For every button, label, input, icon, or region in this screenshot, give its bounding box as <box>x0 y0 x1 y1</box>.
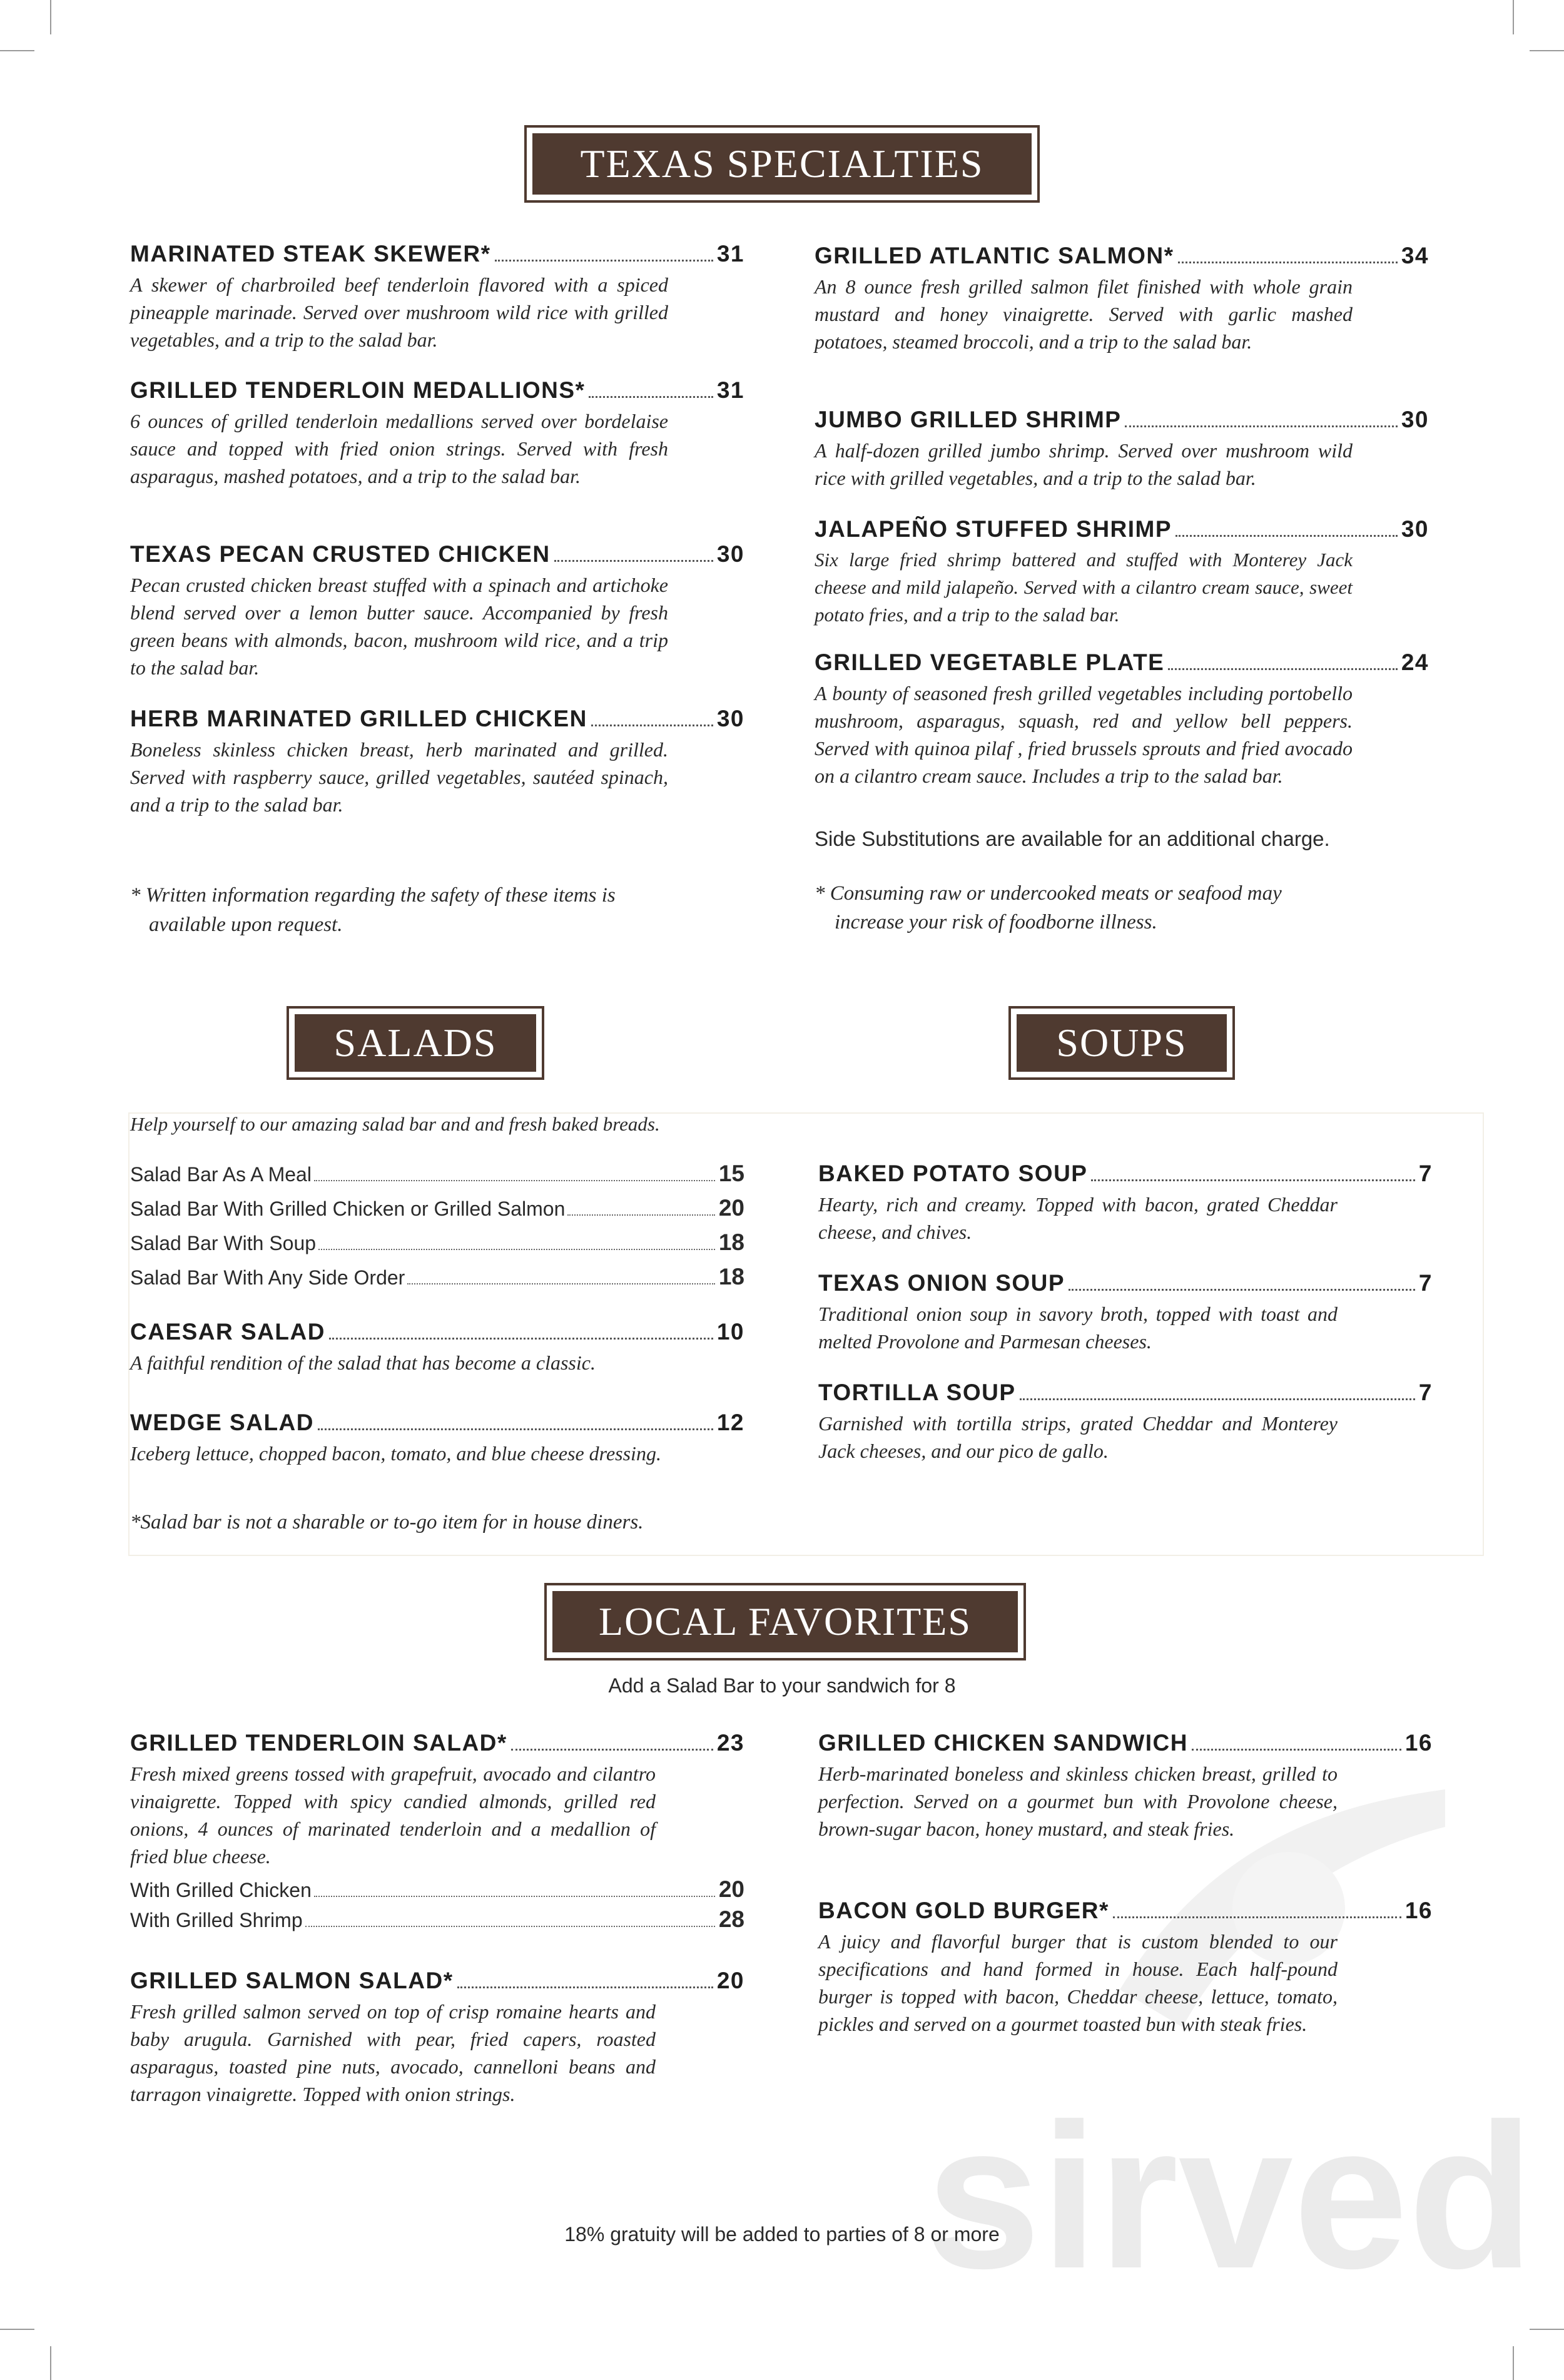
menu-item <box>130 1968 744 2108</box>
item-description: Iceberg lettuce, chopped bacon, tomato, and blue cheese dressing. <box>130 1442 661 1465</box>
salads-title: SALADS <box>295 1014 536 1072</box>
addon-name: With Grilled Shrimp <box>130 1909 303 1931</box>
item-price: 24 <box>1401 649 1429 675</box>
item-price: 30 <box>716 706 744 731</box>
option-name: Salad Bar With Soup <box>130 1232 317 1254</box>
addon-price: 20 <box>718 1876 744 1902</box>
crop-mark <box>1513 2346 1514 2380</box>
item-description: Fresh grilled salmon served on top of crisp romaine hearts and baby arugula. Garnished with pear, fried capers, roasted asparagus, toasted pine nuts, avocado, cannelloni beans and tarragon vinaigrette. Topped with onion strings. <box>130 2000 656 2105</box>
item-name: BAKED POTATO SOUP <box>818 1161 1088 1186</box>
item-name: JUMBO GRILLED SHRIMP <box>815 407 1122 432</box>
item-description: Garnished with tortilla strips, grated Cheddar and Monterey Jack cheeses, and our pico de gallo. <box>818 1412 1338 1462</box>
item-name: CAESAR SALAD <box>130 1319 325 1345</box>
item-name: TEXAS PECAN CRUSTED CHICKEN <box>130 541 551 567</box>
option-name: Salad Bar As A Meal <box>130 1163 312 1186</box>
menu-item <box>130 706 744 818</box>
texas-specialties-title: TEXAS SPECIALTIES <box>532 133 1032 195</box>
salad-bar-addon-note: Add a Salad Bar to your sandwich for 8 <box>608 1674 956 1697</box>
item-description: A juicy and flavorful burger that is custom blended to our specifications and hand formed in house. Each half-pound burger is topped with bacon, Cheddar cheese, lettuce, tomato, pickles and served on a gourmet toasted bun with steak fries. <box>818 1930 1338 2035</box>
item-price: 30 <box>716 541 744 567</box>
crop-mark <box>0 50 34 51</box>
item-name: HERB MARINATED GRILLED CHICKEN <box>130 706 587 731</box>
option-name: Salad Bar With Any Side Order <box>130 1266 405 1289</box>
item-name: BACON GOLD BURGER* <box>818 1898 1109 1923</box>
item-name: MARINATED STEAK SKEWER* <box>130 241 491 267</box>
salad-bar-intro: Help yourself to our amazing salad bar and and fresh baked breads. <box>130 1113 660 1135</box>
soups-title: SOUPS <box>1017 1014 1227 1072</box>
menu-item <box>130 377 744 490</box>
soups-header <box>1008 1006 1235 1080</box>
crop-mark <box>1513 0 1514 34</box>
option-price: 18 <box>718 1264 744 1289</box>
menu-item <box>818 1730 1433 1843</box>
item-price: 20 <box>716 1968 744 1993</box>
crop-mark <box>1530 50 1564 51</box>
item-price: 30 <box>1401 407 1429 432</box>
item-price: 10 <box>716 1319 744 1345</box>
option-price: 18 <box>718 1229 744 1255</box>
item-price: 31 <box>716 241 744 267</box>
item-description: Hearty, rich and creamy. Topped with bacon, grated Cheddar cheese, and chives. <box>818 1193 1338 1243</box>
item-price: 16 <box>1404 1730 1433 1756</box>
menu-item <box>818 1161 1433 1246</box>
item-price: 12 <box>716 1410 744 1435</box>
menu-item <box>130 241 744 353</box>
salads-header <box>287 1006 544 1080</box>
crop-mark <box>0 2329 34 2330</box>
local-favorites-title: LOCAL FAVORITES <box>552 1591 1018 1652</box>
crop-mark <box>50 2346 51 2380</box>
item-description: Boneless skinless chicken breast, herb marinated and grilled. Served with raspberry sauce, grilled vegetables, sautéed spinach, and a trip to the salad bar. <box>130 738 668 816</box>
addon-name: With Grilled Chicken <box>130 1879 312 1901</box>
item-name: GRILLED SALMON SALAD* <box>130 1968 454 1993</box>
menu-item <box>130 1410 744 1467</box>
item-price: 7 <box>1418 1380 1433 1405</box>
item-description: Herb-marinated boneless and skinless chicken breast, grilled to perfection. Served on a gourmet bun with Provolone cheese, brown-sugar bacon, honey mustard, and steak fries. <box>818 1762 1338 1840</box>
option-price: 15 <box>718 1161 744 1186</box>
option-name: Salad Bar With Grilled Chicken or Grilled Salmon <box>130 1198 566 1220</box>
side-substitutions-note: Side Substitutions are available for an additional charge. <box>815 827 1330 850</box>
item-price: 7 <box>1418 1161 1433 1186</box>
salad-bar-options <box>130 1161 744 1298</box>
item-description: Six large fried shrimp battered and stuffed with Monterey Jack cheese and mild jalapeño. Served with a cilantro cream sauce, sweet potato fries, and a trip to the salad bar. <box>815 549 1353 626</box>
raw-food-note-line1: * Consuming raw or undercooked meats or seafood may <box>815 882 1282 905</box>
addon-price: 28 <box>718 1906 744 1932</box>
item-price: 23 <box>716 1730 744 1756</box>
menu-item <box>815 516 1429 629</box>
item-price: 31 <box>716 377 744 403</box>
item-description: Fresh mixed greens tossed with grapefruit, avocado and cilantro vinaigrette. Topped with spicy candied almonds, grilled red onions, 4 ounces of marinated tenderloin and a medallion of fried blue cheese. <box>130 1762 656 1868</box>
item-name: TEXAS ONION SOUP <box>818 1270 1065 1296</box>
menu-item <box>130 1319 744 1376</box>
item-price: 30 <box>1401 516 1429 542</box>
item-name: GRILLED TENDERLOIN MEDALLIONS* <box>130 377 586 403</box>
item-name: GRILLED CHICKEN SANDWICH <box>818 1730 1188 1756</box>
item-price: 7 <box>1418 1270 1433 1296</box>
menu-item <box>815 243 1429 355</box>
safety-note-line2: available upon request. <box>149 913 343 936</box>
menu-item <box>815 407 1429 492</box>
menu-item <box>818 1380 1433 1465</box>
item-description: 6 ounces of grilled tenderloin medallions served over bordelaise sauce and topped with fried onion strings. Served with fresh asparagus, mashed potatoes, and a trip to the salad bar. <box>130 410 668 487</box>
item-price: 34 <box>1401 243 1429 268</box>
crop-mark <box>1530 2329 1564 2330</box>
menu-item <box>130 541 744 681</box>
item-description: Traditional onion soup in savory broth, topped with toast and melted Provolone and Parmesan cheeses. <box>818 1303 1338 1353</box>
safety-note-line1: * Written information regarding the safety of these items is <box>130 884 616 907</box>
texas-specialties-header <box>524 125 1040 203</box>
item-description: A faithful rendition of the salad that has become a classic. <box>130 1351 596 1374</box>
gratuity-note: 18% gratuity will be added to parties of 8 or more <box>564 2223 1000 2245</box>
item-name: GRILLED VEGETABLE PLATE <box>815 649 1165 675</box>
crop-mark <box>50 0 51 34</box>
menu-item <box>818 1270 1433 1355</box>
item-name: GRILLED ATLANTIC SALMON* <box>815 243 1174 268</box>
item-name: TORTILLA SOUP <box>818 1380 1016 1405</box>
item-description: A half-dozen grilled jumbo shrimp. Served over mushroom wild rice with grilled vegetables, and a trip to the salad bar. <box>815 439 1353 489</box>
raw-food-note-line2: increase your risk of foodborne illness. <box>835 911 1157 933</box>
menu-item <box>818 1898 1433 2038</box>
item-description: A bounty of seasoned fresh grilled vegetables including portobello mushroom, asparagus, squash, red and yellow bell peppers. Served with quinoa pilaf , fried brussels sprouts and fried avocado on a cilantro cream sauce. Includes a trip to the salad bar. <box>815 682 1353 787</box>
local-favorites-header <box>544 1583 1026 1660</box>
item-description: Pecan crusted chicken breast stuffed with a spinach and artichoke blend served over a lemon butter sauce. Accompanied by fresh green beans with almonds, bacon, mushroom wild rice, and a trip to the salad bar. <box>130 574 668 679</box>
option-price: 20 <box>718 1195 744 1221</box>
watermark-logo: sirved <box>926 2080 1535 2311</box>
menu-item <box>815 649 1429 790</box>
menu-item <box>130 1730 744 1936</box>
item-description: An 8 ounce fresh grilled salmon filet finished with whole grain mustard and honey vinaigrette. Served with garlic mashed potatoes, steamed broccoli, and a trip to the salad bar. <box>815 275 1353 353</box>
item-name: JALAPEÑO STUFFED SHRIMP <box>815 516 1172 542</box>
item-name: GRILLED TENDERLOIN SALAD* <box>130 1730 507 1756</box>
item-description: A skewer of charbroiled beef tenderloin flavored with a spiced pineapple marinade. Served over mushroom wild rice with grilled vegetables, and a trip to the salad bar. <box>130 273 668 351</box>
item-name: WEDGE SALAD <box>130 1410 314 1435</box>
salad-bar-policy-note: *Salad bar is not a sharable or to-go item for in house diners. <box>130 1511 644 1533</box>
item-price: 16 <box>1404 1898 1433 1923</box>
